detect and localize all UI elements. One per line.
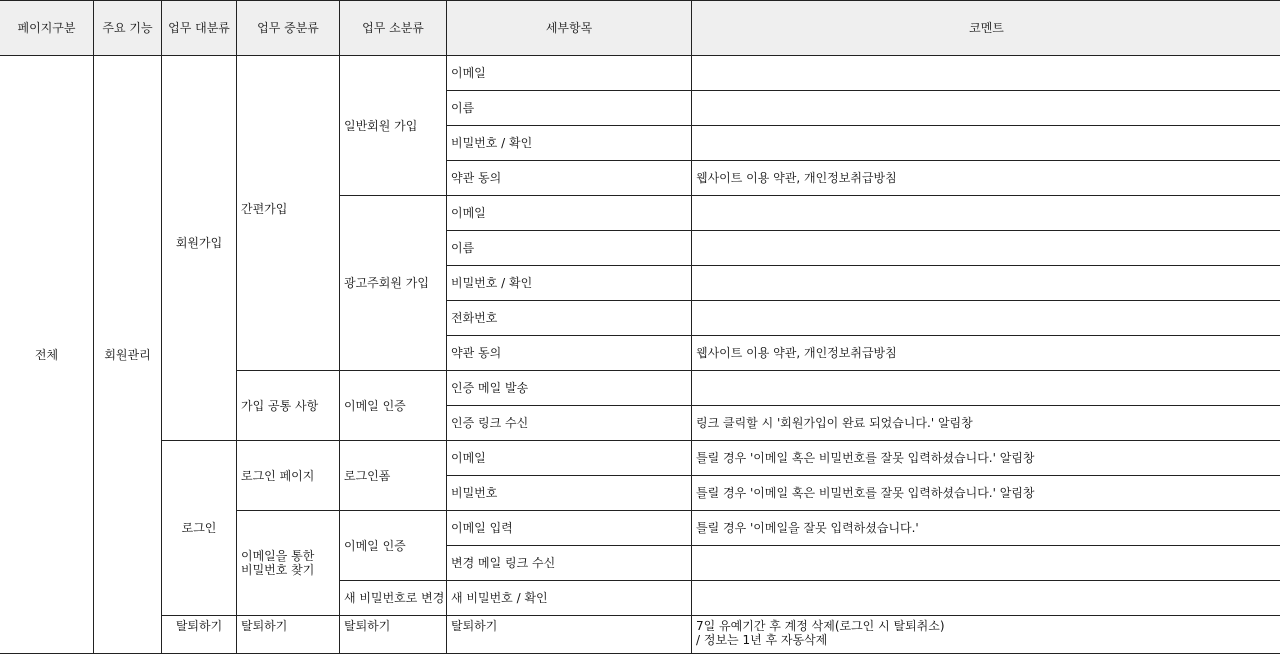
- table-row: [0, 441, 1280, 476]
- comment-cell: [692, 231, 1280, 266]
- middle-signup-common-cell: 가입 공통 사항: [237, 371, 340, 441]
- detail-item-cell: 이메일 입력: [447, 511, 692, 546]
- comment-cell: [692, 301, 1280, 336]
- comment-cell: [692, 546, 1280, 581]
- comment-cell: [692, 266, 1280, 301]
- comment-cell: 링크 클릭할 시 '회원가입이 완료 되었습니다.' 알림창: [692, 406, 1280, 441]
- comment-cell: 틀릴 경우 '이메일을 잘못 입력하셨습니다.': [692, 511, 1280, 546]
- middle-find-password-line2: 비밀번호 찾기: [241, 563, 314, 577]
- detail-item-cell: 비밀번호 / 확인: [447, 266, 692, 301]
- header-major-category: 업무 대분류: [162, 1, 237, 56]
- comment-cell: [692, 56, 1280, 91]
- withdraw-comment-line2: / 정보는 1년 후 자동삭제: [696, 633, 827, 647]
- major-signup-cell: 회원가입: [162, 56, 237, 441]
- header-main-function: 주요 기능: [94, 1, 162, 56]
- detail-item-cell: 비밀번호: [447, 476, 692, 511]
- detail-item-cell: 이름: [447, 91, 692, 126]
- detail-item-cell: 이메일: [447, 196, 692, 231]
- detail-item-cell: 인증 링크 수신: [447, 406, 692, 441]
- detail-item-cell: 인증 메일 발송: [447, 371, 692, 406]
- minor-find-email-verify-cell: 이메일 인증: [340, 511, 447, 581]
- major-login-cell: 로그인: [162, 441, 237, 616]
- withdraw-comment-line1: 7일 유예기간 후 계정 삭제(로그인 시 탈퇴취소): [696, 619, 945, 633]
- main-function-cell: 회원관리: [94, 56, 162, 654]
- detail-item-cell: 약관 동의: [447, 336, 692, 371]
- detail-item-cell: 이메일: [447, 56, 692, 91]
- detail-item-cell: 이메일: [447, 441, 692, 476]
- middle-withdraw-cell: 탈퇴하기: [237, 616, 340, 654]
- comment-cell: 틀릴 경우 '이메일 혹은 비밀번호를 잘못 입력하셨습니다.' 알림창: [692, 441, 1280, 476]
- comment-cell: [692, 616, 1280, 654]
- comment-cell: [692, 371, 1280, 406]
- minor-general-signup-cell: 일반회원 가입: [340, 56, 447, 196]
- middle-login-page-cell: 로그인 페이지: [237, 441, 340, 511]
- comment-cell: [692, 91, 1280, 126]
- detail-item-cell: 새 비밀번호 / 확인: [447, 581, 692, 616]
- comment-cell: [692, 581, 1280, 616]
- middle-find-password-cell: [237, 511, 340, 616]
- detail-item-cell: 탈퇴하기: [447, 616, 692, 654]
- comment-cell: 틀릴 경우 '이메일 혹은 비밀번호를 잘못 입력하셨습니다.' 알림창: [692, 476, 1280, 511]
- detail-item-cell: 이름: [447, 231, 692, 266]
- minor-withdraw-cell: 탈퇴하기: [340, 616, 447, 654]
- detail-item-cell: 비밀번호 / 확인: [447, 126, 692, 161]
- minor-login-form-cell: 로그인폼: [340, 441, 447, 511]
- comment-cell: 웹사이트 이용 약관, 개인정보취급방침: [692, 161, 1280, 196]
- header-detail-item: 세부항목: [447, 1, 692, 56]
- comment-cell: 웹사이트 이용 약관, 개인정보취급방침: [692, 336, 1280, 371]
- middle-find-password-line1: 이메일을 통한: [241, 549, 314, 563]
- minor-advertiser-signup-cell: 광고주회원 가입: [340, 196, 447, 371]
- table-row: [0, 56, 1280, 91]
- detail-item-cell: 변경 메일 링크 수신: [447, 546, 692, 581]
- major-withdraw-cell: 탈퇴하기: [162, 616, 237, 654]
- detail-item-cell: 약관 동의: [447, 161, 692, 196]
- minor-email-verify-cell: 이메일 인증: [340, 371, 447, 441]
- comment-cell: [692, 126, 1280, 161]
- minor-change-password-cell: 새 비밀번호로 변경: [340, 581, 447, 616]
- header-page-group: 페이지구분: [0, 1, 94, 56]
- page-group-cell: 전체: [0, 56, 94, 654]
- table-row: [0, 616, 1280, 654]
- comment-cell: [692, 196, 1280, 231]
- detail-item-cell: 전화번호: [447, 301, 692, 336]
- header-row: [0, 1, 1280, 56]
- header-comment: 코멘트: [692, 1, 1280, 56]
- header-minor-category: 업무 소분류: [340, 1, 447, 56]
- middle-simple-signup-cell: 간편가입: [237, 56, 340, 371]
- header-middle-category: 업무 중분류: [237, 1, 340, 56]
